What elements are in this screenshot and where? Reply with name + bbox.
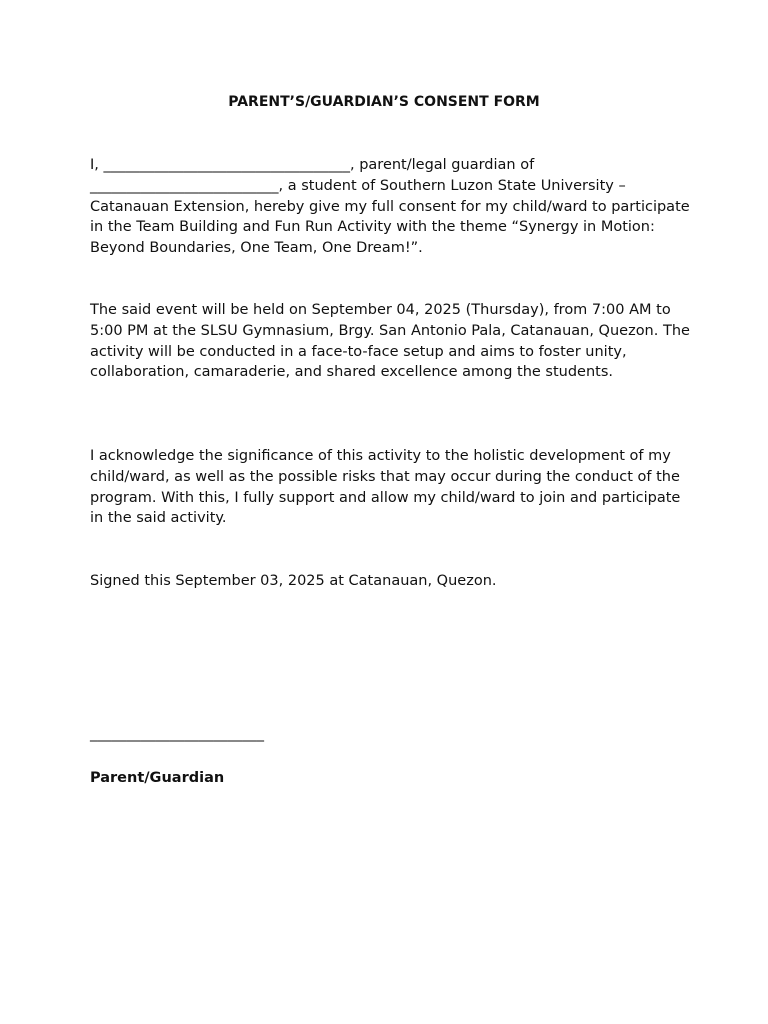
signed-date-paragraph: Signed this September 03, 2025 at Catanauan, Quezon. xyxy=(90,573,497,589)
paragraph-text: , a student of Southern Luzon State University – Catanauan Extension, hereby give my full consent for my child/ward to participate in the Team Building and Fun Run Activity with the theme “Synergy in Motion: Beyond Boundaries, One Team, One Dream!”. xyxy=(90,177,690,257)
signature-label: Parent/Guardian xyxy=(90,770,225,786)
event-details-paragraph: The said event will be held on September 04, 2025 (Thursday), from 7:00 AM to 5:00 PM at the SLSU Gymnasium, Brgy. San Antonio Pala, Catanauan, Quezon. The activity will be conducted in a face-to-face setup and aims to foster unity, collaboration, camaraderie, and shared excellence among the students. xyxy=(90,302,690,381)
form-title: PARENT’S/GUARDIAN’S CONSENT FORM xyxy=(228,94,540,110)
guardian-name-blank: __________________________________ xyxy=(103,157,350,173)
paragraph-text: , parent/legal guardian of xyxy=(350,157,535,173)
student-name-blank: __________________________ xyxy=(90,177,279,194)
paragraph-lead: I, xyxy=(90,157,104,173)
signature-line: ________________________ xyxy=(90,726,264,742)
acknowledgement-paragraph: I acknowledge the significance of this activity to the holistic development of my child/ward, as well as the possible risks that may occur during the conduct of the program. With this, I fully support and allow my child/ward to join and participate in the said activity. xyxy=(90,448,681,527)
consent-paragraph xyxy=(90,155,690,259)
